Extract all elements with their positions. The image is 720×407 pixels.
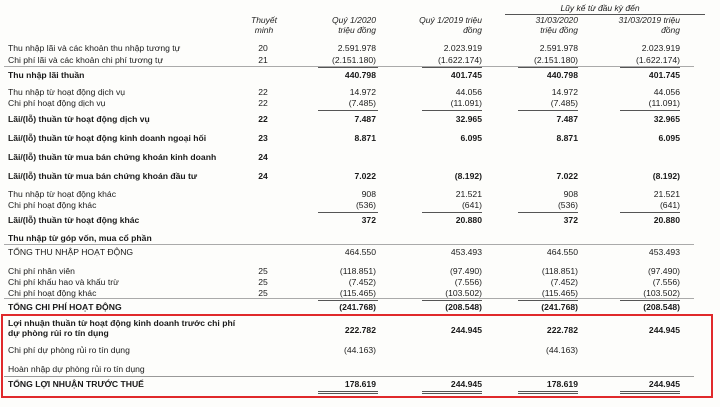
cell-value: (7.485) <box>348 98 376 108</box>
cell-value: (44.163) <box>343 345 376 355</box>
col-q1-2019-header: Quý 1/2019 triệu đồng <box>419 15 482 35</box>
cell-value: (118.851) <box>541 266 578 276</box>
cell-value: (8.192) <box>454 171 482 181</box>
table-row <box>0 199 720 212</box>
cell-value: 6.095 <box>460 133 482 143</box>
cell-value: (241.768) <box>541 302 578 312</box>
row-note: 22 <box>258 87 268 97</box>
cell-value: 20.880 <box>455 215 482 225</box>
row-note: 20 <box>258 43 268 53</box>
row-label: Lãi/(lỗ) thuần từ mua bán chứng khoán đầu tư <box>8 171 198 181</box>
cell-value: 44.056 <box>653 87 680 97</box>
cell-value: 222.782 <box>546 325 578 335</box>
cell-value: (536) <box>557 200 578 210</box>
cell-value: (1.622.174) <box>636 55 680 65</box>
cell-value: 8.871 <box>556 133 578 143</box>
cell-value: 14.972 <box>349 87 376 97</box>
cell-value: 453.493 <box>450 247 482 257</box>
table-row <box>0 246 720 259</box>
row-label: TỔNG LỢI NHUẬN TRƯỚC THUẾ <box>8 379 144 389</box>
cell-value: (97.490) <box>647 266 680 276</box>
row-note: 23 <box>258 133 268 143</box>
row-label: Chi phí hoạt động khác <box>8 288 97 298</box>
cell-value: 453.493 <box>648 247 680 257</box>
cell-value: 21.521 <box>455 189 482 199</box>
cell-value: (7.452) <box>550 277 578 287</box>
table-row <box>0 69 720 82</box>
cell-value: (8.192) <box>652 171 680 181</box>
cell-value: (1.622.174) <box>438 55 482 65</box>
cell-value: (7.556) <box>652 277 680 287</box>
cell-value: 44.056 <box>455 87 482 97</box>
row-label: Lãi/(lỗ) thuần từ hoạt động kinh doanh ngoại hối <box>8 133 207 143</box>
row-note: 24 <box>258 171 268 181</box>
cell-value: (44.163) <box>545 345 578 355</box>
highlight-box <box>1 314 713 398</box>
cell-value: 21.521 <box>653 189 680 199</box>
col-31032020-header: 31/03/2020 triệu đồng <box>535 15 578 35</box>
row-label: Chi phí nhân viên <box>8 266 75 276</box>
table-row <box>0 97 720 110</box>
cell-value: (208.548) <box>643 302 680 312</box>
row-label: Chi phí hoạt động khác <box>8 200 97 210</box>
row-note: 21 <box>258 55 268 65</box>
row-note: 25 <box>258 288 268 298</box>
cell-value: (241.768) <box>339 302 376 312</box>
cell-value: 464.550 <box>344 247 376 257</box>
cell-value: (11.091) <box>450 98 482 108</box>
table-row <box>0 214 720 227</box>
cell-value: (7.452) <box>348 277 376 287</box>
table-row <box>0 113 720 126</box>
cell-value: 178.619 <box>344 379 376 389</box>
col-q1-2020-header: Quý 1/2020 triệu đồng <box>332 15 376 35</box>
cell-value: 440.798 <box>546 70 578 80</box>
row-label: Lãi/(lỗ) thuần từ mua bán chứng khoán kinh doanh <box>8 152 217 162</box>
row-note: 25 <box>258 266 268 276</box>
row-label: TỔNG THU NHẬP HOẠT ĐỘNG <box>8 247 134 257</box>
cell-value: (11.091) <box>648 98 680 108</box>
col-31032019-header: 31/03/2019 triệu đồng <box>618 15 680 35</box>
cell-value: 401.745 <box>648 70 680 80</box>
cell-value: 222.782 <box>344 325 376 335</box>
cell-value: 8.871 <box>354 133 376 143</box>
table-row <box>0 132 720 145</box>
cell-value: (115.465) <box>339 288 376 298</box>
row-note: 25 <box>258 277 268 287</box>
cell-value: (2.151.180) <box>332 55 376 65</box>
cell-value: (641) <box>659 200 680 210</box>
cell-value: 372 <box>563 215 578 225</box>
cell-value: 464.550 <box>546 247 578 257</box>
row-label: Thu nhập từ hoạt động khác <box>8 189 117 199</box>
cell-value: 908 <box>361 189 376 199</box>
cell-value: (103.502) <box>643 288 680 298</box>
cell-value: 908 <box>563 189 578 199</box>
cell-value: 32.965 <box>455 114 482 124</box>
cell-value: 2.023.919 <box>443 43 482 53</box>
cell-value: 2.591.978 <box>337 43 376 53</box>
cell-value: (7.556) <box>454 277 482 287</box>
row-label: Hoàn nhập dự phòng rủi ro tín dụng <box>8 364 145 374</box>
cell-value: 20.880 <box>653 215 680 225</box>
cell-value: 244.945 <box>648 379 680 389</box>
cell-value: 7.022 <box>354 171 376 181</box>
cell-value: (115.465) <box>541 288 578 298</box>
row-label: Thu nhập từ góp vốn, mua cổ phần <box>8 233 152 243</box>
cell-value: (536) <box>355 200 376 210</box>
cell-value: 401.745 <box>450 70 482 80</box>
row-note: 22 <box>258 98 268 108</box>
row-note: 24 <box>258 152 268 162</box>
cell-value: 244.945 <box>450 325 482 335</box>
row-label: Thu nhập lãi thuần <box>8 70 85 80</box>
table-row <box>0 170 720 183</box>
cell-value: (641) <box>461 200 482 210</box>
cell-value: (97.490) <box>449 266 482 276</box>
cell-value: 244.945 <box>648 325 680 335</box>
cell-value: (7.485) <box>550 98 578 108</box>
row-label: Lãi/(lỗ) thuần từ hoạt động dịch vụ <box>8 114 150 124</box>
row-label: Thu nhập từ hoạt động dịch vụ <box>8 87 126 97</box>
cell-value: 6.095 <box>658 133 680 143</box>
table-row <box>0 301 720 314</box>
row-label: Lãi/(lỗ) thuần từ hoạt động khác <box>8 215 140 225</box>
cell-value: 7.022 <box>556 171 578 181</box>
cell-value: 372 <box>361 215 376 225</box>
cell-value: 14.972 <box>551 87 578 97</box>
cell-value: 32.965 <box>653 114 680 124</box>
row-label: Chi phí khấu hao và khấu trừ <box>8 277 119 287</box>
cell-value: 7.487 <box>354 114 376 124</box>
table-row <box>0 151 720 164</box>
cell-value: (2.151.180) <box>534 55 578 65</box>
cell-value: (208.548) <box>445 302 482 312</box>
cell-value: 2.591.978 <box>539 43 578 53</box>
cell-value: (103.502) <box>445 288 482 298</box>
cell-value: 244.945 <box>450 379 482 389</box>
row-label: Lợi nhuận thuần từ hoạt động kinh doanh trước chi phí dự phòng rủi ro tín dụng <box>8 318 236 338</box>
row-label: Chi phí dự phòng rủi ro tín dụng <box>8 345 130 355</box>
cell-value: 440.798 <box>344 70 376 80</box>
cell-value: 7.487 <box>556 114 578 124</box>
row-label: Thu nhập lãi và các khoản thu nhập tương tự <box>8 43 181 53</box>
row-label: Chi phí hoạt động dịch vụ <box>8 98 106 108</box>
cell-value: 178.619 <box>546 379 578 389</box>
cell-value: 2.023.919 <box>641 43 680 53</box>
cumulative-header: Lũy kế từ đầu kỳ đến <box>560 3 640 13</box>
cell-value: (118.851) <box>339 266 376 276</box>
row-note: 22 <box>258 114 268 124</box>
row-label: Chi phí lãi và các khoản chi phí tương tự <box>8 55 164 65</box>
row-label: TỔNG CHI PHÍ HOẠT ĐỘNG <box>8 302 122 312</box>
note-column-header: Thuyết minh <box>251 15 277 35</box>
